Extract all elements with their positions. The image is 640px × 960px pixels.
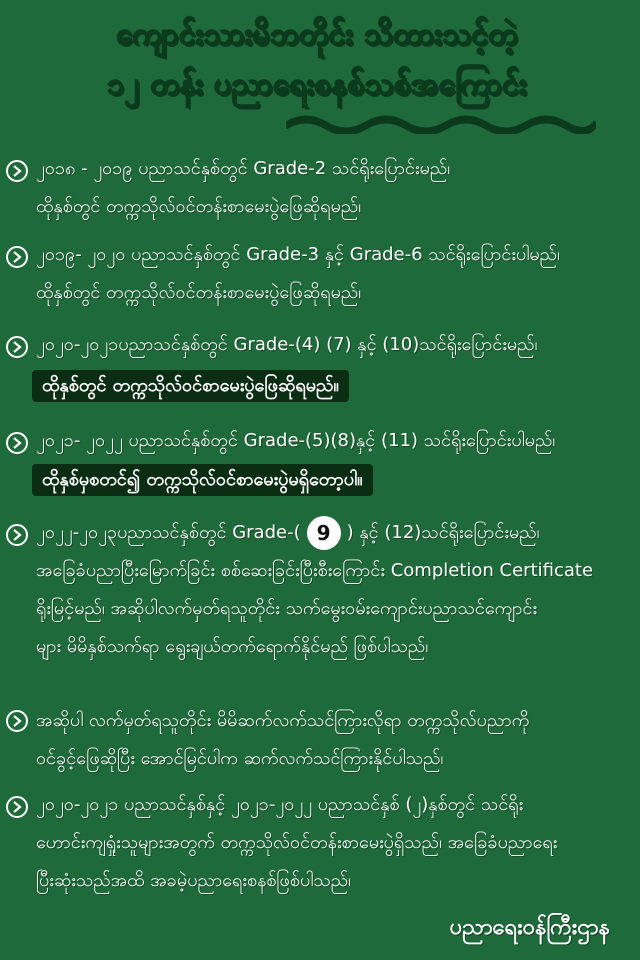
item-line-prefix: ၂၀၂၂-၂၀၂၃ပညာသင်နှစ်တွင် Grade-(	[36, 522, 301, 543]
circled-number: 9	[307, 516, 341, 550]
item-line: အဆိုပါ လက်မှတ်ရသူတိုင်း မိမိဆက်လက်သင်ကြားလိုရာ တက္ကသိုလ်ပညာကို	[36, 710, 530, 731]
item-line: အခြေခံပညာပြီးမြောက်ခြင်း စစ်ဆေးခြင်းပြီးစီးကြောင်း Completion Certificate	[36, 560, 594, 581]
item-line: ဟောင်းကျရှုံးသူများအတွက် တက္ကသိုလ်ဝင်တန်းစာမေးပွဲရှိသည်၊ အခြေခံပညာရေး	[36, 832, 558, 853]
item-line: ထိုနှစ်တွင် တက္ကသိုလ်ဝင်တန်းစာမေးပွဲဖြေဆိုရမည်၊	[36, 282, 362, 303]
item-line: ၂၀၂၀-၂၀၂၁ပညာသင်နှစ်တွင် Grade-(4) (7) နှင့် (10)သင်ရိုးပြောင်းမည်၊	[36, 334, 538, 355]
ministry-signature: ပညာရေးဝန်ကြီးဌာန	[449, 915, 610, 940]
arrow-right-icon	[6, 246, 28, 268]
item-line: ရိုးမြင့်မည်၊ အဆိုပါလက်မှတ်ရသူတိုင်း သက်မွေးဝမ်းကျောင်းပညာသင်ကျောင်း	[36, 598, 538, 619]
arrow-right-icon	[6, 524, 28, 546]
item-line-suffix: ) နှင့် (12)သင်ရိုးပြောင်းမည်၊	[346, 522, 540, 543]
item-line: ၂၀၁၉- ၂၀၂၀ ပညာသင်နှစ်တွင် Grade-3 နှင့် Grade-6 သင်ရိုးပြောင်းပါမည်၊	[36, 244, 560, 265]
arrow-right-icon	[6, 336, 28, 358]
item-line: ဝင်ခွင့်ဖြေဆိုပြီး အောင်မြင်ပါက ဆက်လက်သင်ကြားနိုင်ပါသည်၊	[36, 748, 444, 769]
item-line: ပြီးဆုံးသည်အထိ အခမဲ့ပညာရေးစနစ်ဖြစ်ပါသည်၊	[36, 870, 351, 891]
decorative-wave	[286, 110, 596, 134]
item-line: ၂၀၂၁- ၂၀၂၂ ပညာသင်နှစ်တွင် Grade-(5)(8)နှင့် (11) သင်ရိုးပြောင်းပါမည်၊	[36, 430, 556, 451]
highlight-note: ထိုနှစ်မှစတင်၍ တက္ကသိုလ်ဝင်စာမေးပွဲမရှိတော့ပါ။	[32, 464, 373, 496]
arrow-right-icon	[6, 432, 28, 454]
item-line: များ မိမိနှစ်သက်ရာ ရွေးချယ်တက်ရောက်နိုင်မည် ဖြစ်ပါသည်၊	[36, 636, 429, 657]
header	[0, 10, 640, 110]
item-line: ၂၀၂၀-၂၀၂၁ ပညာသင်နှစ်နှင့် ၂၀၂၁-၂၀၂၂ ပညာသင်နှစ် (၂)နှစ်တွင် သင်ရိုး	[36, 794, 524, 815]
arrow-right-icon	[6, 710, 28, 732]
title-line-1: ကျောင်းသားမိဘတိုင်း သိထားသင့်တဲ့	[116, 17, 518, 52]
item-line: ထိုနှစ်တွင် တက္ကသိုလ်ဝင်တန်းစာမေးပွဲဖြေဆိုရမည်၊	[36, 196, 362, 217]
arrow-right-icon	[6, 160, 28, 182]
item-line: ၂၀၁၈ - ၂၀၁၉ ပညာသင်နှစ်တွင် Grade-2 သင်ရိုးပြောင်းမည်၊	[36, 158, 451, 179]
item-line	[36, 516, 540, 550]
highlight-note: ထိုနှစ်တွင် တက္ကသိုလ်ဝင်စာမေးပွဲဖြေဆိုရမည်။	[32, 370, 349, 402]
arrow-right-icon	[6, 796, 28, 818]
title-line-2: ၁၂ တန်း ပညာရေးစနစ်သစ်အကြောင်း	[107, 67, 527, 102]
